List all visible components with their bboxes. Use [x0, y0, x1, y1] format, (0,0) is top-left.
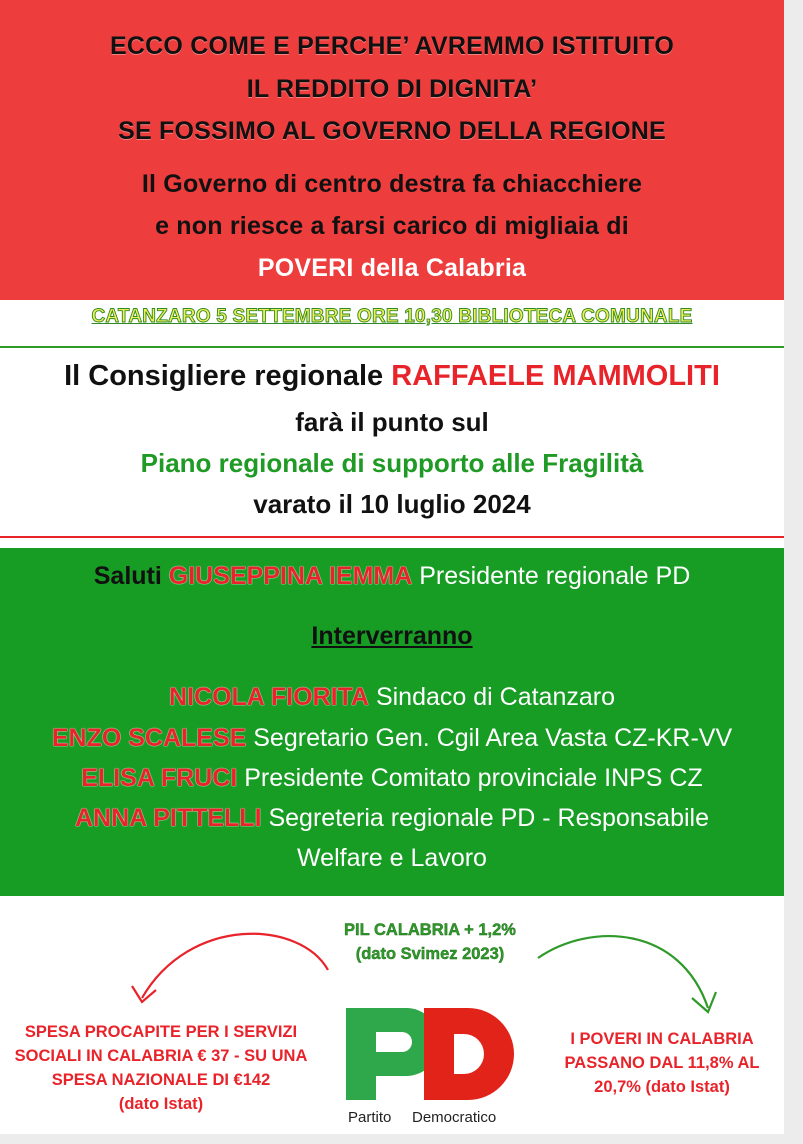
speaker-prefix: Il Consigliere regionale — [64, 360, 392, 392]
greetings-label: Saluti — [93, 562, 162, 590]
poveri-stat-line-3: 20,7% (dato Istat) — [594, 1078, 730, 1096]
speaker-row-role: Segretario Gen. Cgil Area Vasta CZ-KR-VV — [246, 724, 733, 752]
event-date-place: CATANZARO 5 SETTEMBRE ORE 10,30 BIBLIOTECA COMUNALE — [91, 306, 693, 327]
arrow-left-icon — [120, 920, 340, 1020]
speaker-line-2: farà il punto sul — [295, 407, 489, 437]
window-edge-bottom — [0, 1134, 803, 1144]
pil-stat-line-1: PIL CALABRIA + 1,2% — [344, 921, 516, 939]
speaker-row — [0, 683, 784, 712]
poveri-stat-line-1: I POVERI IN CALABRIA — [570, 1030, 754, 1048]
header-title-line-1: ECCO COME E PERCHE’ AVREMMO ISTITUITO — [110, 32, 674, 60]
speaker-row-role: Sindaco di Catanzaro — [369, 683, 615, 711]
window-edge-right — [784, 0, 803, 1144]
speakers-heading: Interverranno — [311, 622, 473, 650]
speaker-row-name: ANNA PITTELLI — [74, 804, 262, 832]
speakers-tail: Welfare e Lavoro — [297, 844, 487, 872]
spesa-stat — [0, 1020, 322, 1116]
greetings-name: GIUSEPPINA IEMMA — [168, 562, 413, 590]
header-title-line-2: IL REDDITO DI DIGNITA’ — [246, 75, 538, 103]
pd-logo-word-2: Democratico — [412, 1109, 497, 1126]
header-subtitle-line-1: Il Governo di centro destra fa chiacchiere — [141, 170, 643, 198]
spesa-stat-line-1: SPESA PROCAPITE PER I SERVIZI — [24, 1023, 298, 1041]
speaker-row — [0, 724, 784, 753]
divider-red — [0, 536, 784, 538]
speaker-intro — [0, 360, 784, 393]
divider-green — [0, 346, 784, 348]
pil-stat-line-2: (dato Svimez 2023) — [355, 945, 505, 963]
greetings-line — [0, 562, 784, 591]
spesa-stat-line-4: (dato Istat) — [118, 1095, 204, 1113]
speaker-row-role: Segreteria regionale PD - Responsabile — [261, 804, 710, 832]
speaker-row-name: ENZO SCALESE — [51, 724, 247, 752]
pd-logo-word-1: Partito — [348, 1109, 392, 1126]
greetings-role: Presidente regionale PD — [412, 562, 691, 590]
speaker-row-name: ELISA FRUCI — [81, 764, 238, 792]
speaker-row — [0, 764, 784, 793]
header-subtitle-line-2: e non riesce a farsi carico di migliaia di — [155, 212, 629, 240]
pd-logo — [340, 1000, 520, 1130]
header-subtitle-line-3: POVERI della Calabria — [257, 254, 527, 282]
poveri-stat — [540, 1027, 784, 1099]
speaker-row-role: Presidente Comitato provinciale INPS CZ — [237, 764, 703, 792]
speaker-name: RAFFAELE MAMMOLITI — [391, 360, 720, 392]
speaker-row-name: NICOLA FIORITA — [169, 683, 369, 711]
spesa-stat-line-3: SPESA NAZIONALE DI €142 — [51, 1071, 271, 1089]
speaker-row — [0, 804, 784, 833]
header-title-line-3: SE FOSSIMO AL GOVERNO DELLA REGIONE — [118, 117, 666, 145]
arrow-right-icon — [530, 930, 730, 1025]
plan-date: varato il 10 luglio 2024 — [253, 489, 531, 519]
spesa-stat-line-2: SOCIALI IN CALABRIA € 37 - SU UNA — [14, 1047, 308, 1065]
plan-title: Piano regionale di supporto alle Fragilità — [140, 448, 644, 478]
poveri-stat-line-2: PASSANO DAL 11,8% AL — [564, 1054, 760, 1072]
